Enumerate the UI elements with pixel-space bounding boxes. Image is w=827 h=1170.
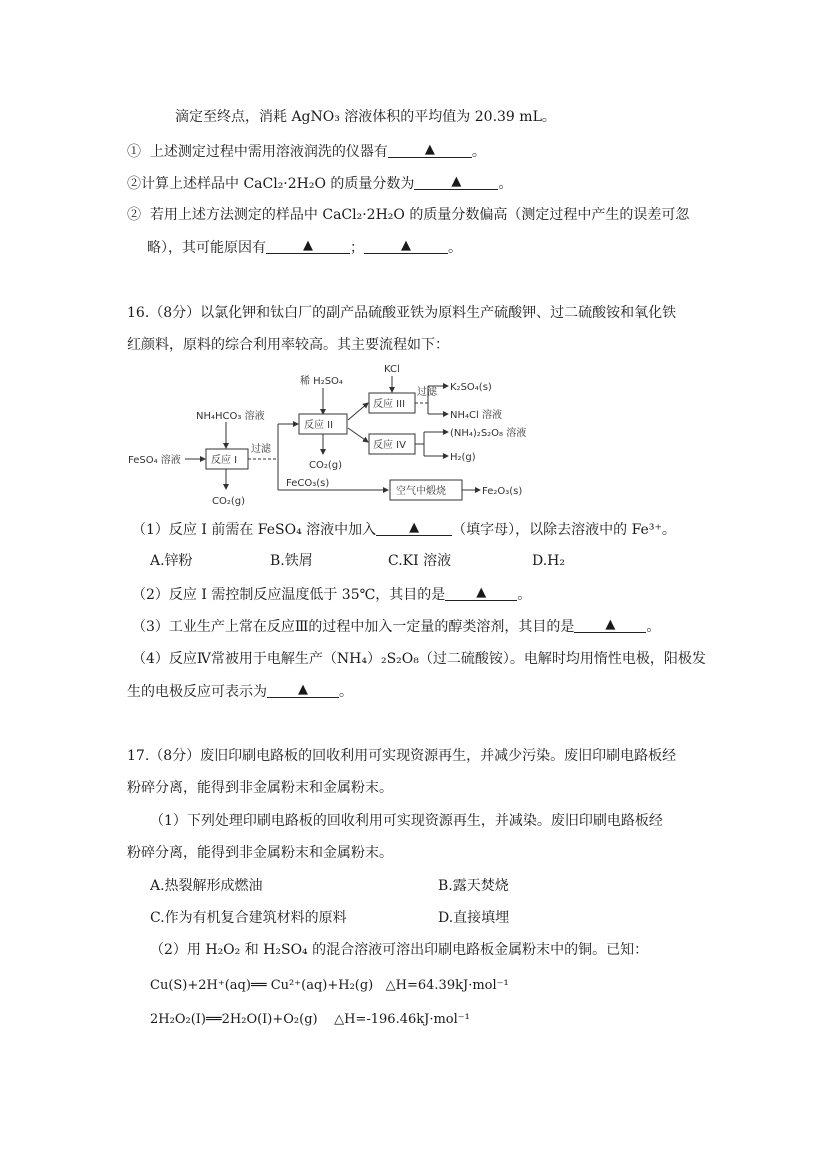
flow-nh4hco3: NH₄HCO₃ 溶液 <box>196 411 265 422</box>
q16-option-a: A.锌粉 <box>150 553 193 569</box>
q16-intro: 16.（8分）以氯化钾和钛白厂的副产品硫酸亚铁为原料生产硫酸钾、过二硫酸铵和氧化铁 <box>127 305 677 321</box>
flow-fe2o3: Fe₂O₃(s) <box>482 486 523 497</box>
q15-part1: ① 上述测定过程中需用溶液润洗的仪器有 ▲ 。 <box>127 142 486 160</box>
q17-option-d: D.直接填埋 <box>438 910 510 926</box>
answer-blank[interactable]: ▲ <box>376 519 452 536</box>
q15-end-line: 滴定至终点，消耗 AgNO₃ 溶液体积的平均值为 20.39 mL。 <box>175 109 556 125</box>
answer-blank[interactable]: ▲ <box>445 584 517 601</box>
q15-part2: ②计算上述样品中 CaCl₂·2H₂O 的质量分数为 ▲ 。 <box>127 174 513 192</box>
q16-sub4: （4）反应Ⅳ常被用于电解生产（NH₄）₂S₂O₈（过二硫酸铵）。电解时均用惰性电极，阳极发 <box>132 651 706 667</box>
q16-sub1: （1）反应 I 前需在 FeSO₄ 溶液中加入 ▲ （填字母），以除去溶液中的 Fe³⁺。 <box>132 520 676 538</box>
process-flow-diagram <box>128 362 538 510</box>
answer-blank[interactable]: ▲ <box>414 173 498 190</box>
q17-option-b: B.露天焚烧 <box>438 878 509 894</box>
answer-blank[interactable]: ▲ <box>388 141 472 158</box>
flow-h2: H₂(g) <box>450 452 476 463</box>
q16-sub4-cont: 生的电极反应可表示为 ▲ 。 <box>127 682 353 700</box>
answer-blank[interactable]: ▲ <box>267 681 339 698</box>
flow-filter2: 过滤 <box>417 387 437 398</box>
flow-r1: 反应 I <box>211 455 238 466</box>
flow-co2-mid: CO₂(g) <box>309 460 343 471</box>
equation-1: Cu(S)+2H⁺(aq)══ Cu²⁺(aq)+H₂(g) △H=64.39kJ·mol⁻¹ <box>150 978 509 993</box>
q17-option-a: A.热裂解形成燃油 <box>150 878 263 894</box>
q17-sub1-cont: 粉碎分离，能得到非金属粉末和金属粉末。 <box>127 845 393 861</box>
q16-option-b: B.铁屑 <box>270 553 313 569</box>
flow-r3: 反应 III <box>373 399 406 410</box>
q15-part3-cont: 略），其可能原因有 ▲ ； ▲ 。 <box>147 238 462 256</box>
flow-co2-bottom: CO₂(g) <box>212 496 246 507</box>
flow-calcine: 空气中煅烧 <box>396 486 446 497</box>
q16-option-d: D.H₂ <box>532 553 565 569</box>
flow-feso4: FeSO₄ 溶液 <box>128 455 181 466</box>
answer-blank[interactable]: ▲ <box>364 237 448 254</box>
answer-blank[interactable]: ▲ <box>266 237 350 254</box>
flow-feco3: FeCO₃(s) <box>286 478 330 489</box>
flow-nh4cl: NH₄Cl 溶液 <box>450 410 502 421</box>
flow-r4: 反应 IV <box>373 440 406 451</box>
q17-sub2: （2）用 H₂O₂ 和 H₂SO₄ 的混合溶液可溶出印刷电路板金属粉末中的铜。已知： <box>150 942 649 958</box>
answer-blank[interactable]: ▲ <box>574 616 646 633</box>
q17-option-c: C.作为有机复合建筑材料的原料 <box>150 910 347 926</box>
q17-intro-cont: 粉碎分离，能得到非金属粉末和金属粉末。 <box>127 780 393 796</box>
q16-sub2: （2）反应 I 需控制反应温度低于 35℃，其目的是 ▲ 。 <box>132 585 532 603</box>
q17-intro: 17.（8分）废旧印刷电路板的回收利用可实现资源再生，并减少污染。废旧印刷电路板经 <box>127 748 677 764</box>
q16-intro-cont: 红颜料，原料的综合利用率较高。其主要流程如下： <box>127 337 449 353</box>
flow-k2so4: K₂SO₄(s) <box>450 382 492 393</box>
q16-sub3: （3）工业生产上常在反应Ⅲ的过程中加入一定量的醇类溶剂，其目的是 ▲ 。 <box>132 617 661 635</box>
flow-kcl: KCl <box>384 364 400 375</box>
flow-r2: 反应 II <box>304 420 334 431</box>
q17-sub1: （1）下列处理印刷电路板的回收利用可实现资源再生，并减染。废旧印刷电路板经 <box>150 813 663 829</box>
flow-h2so4: 稀 H₂SO₄ <box>300 376 343 387</box>
equation-2: 2H₂O₂(I)══2H₂O(I)+O₂(g) △H=-196.46kJ·mol⁻¹ <box>150 1012 470 1027</box>
q15-part3: ② 若用上述方法测定的样品中 CaCl₂·2H₂O 的质量分数偏高（测定过程中产生的误差可忽 <box>127 207 690 223</box>
flow-persulfate: (NH₄)₂S₂O₈ 溶液 <box>450 428 527 439</box>
q16-option-c: C.KI 溶液 <box>388 553 452 569</box>
flow-filter1: 过滤 <box>251 444 271 455</box>
